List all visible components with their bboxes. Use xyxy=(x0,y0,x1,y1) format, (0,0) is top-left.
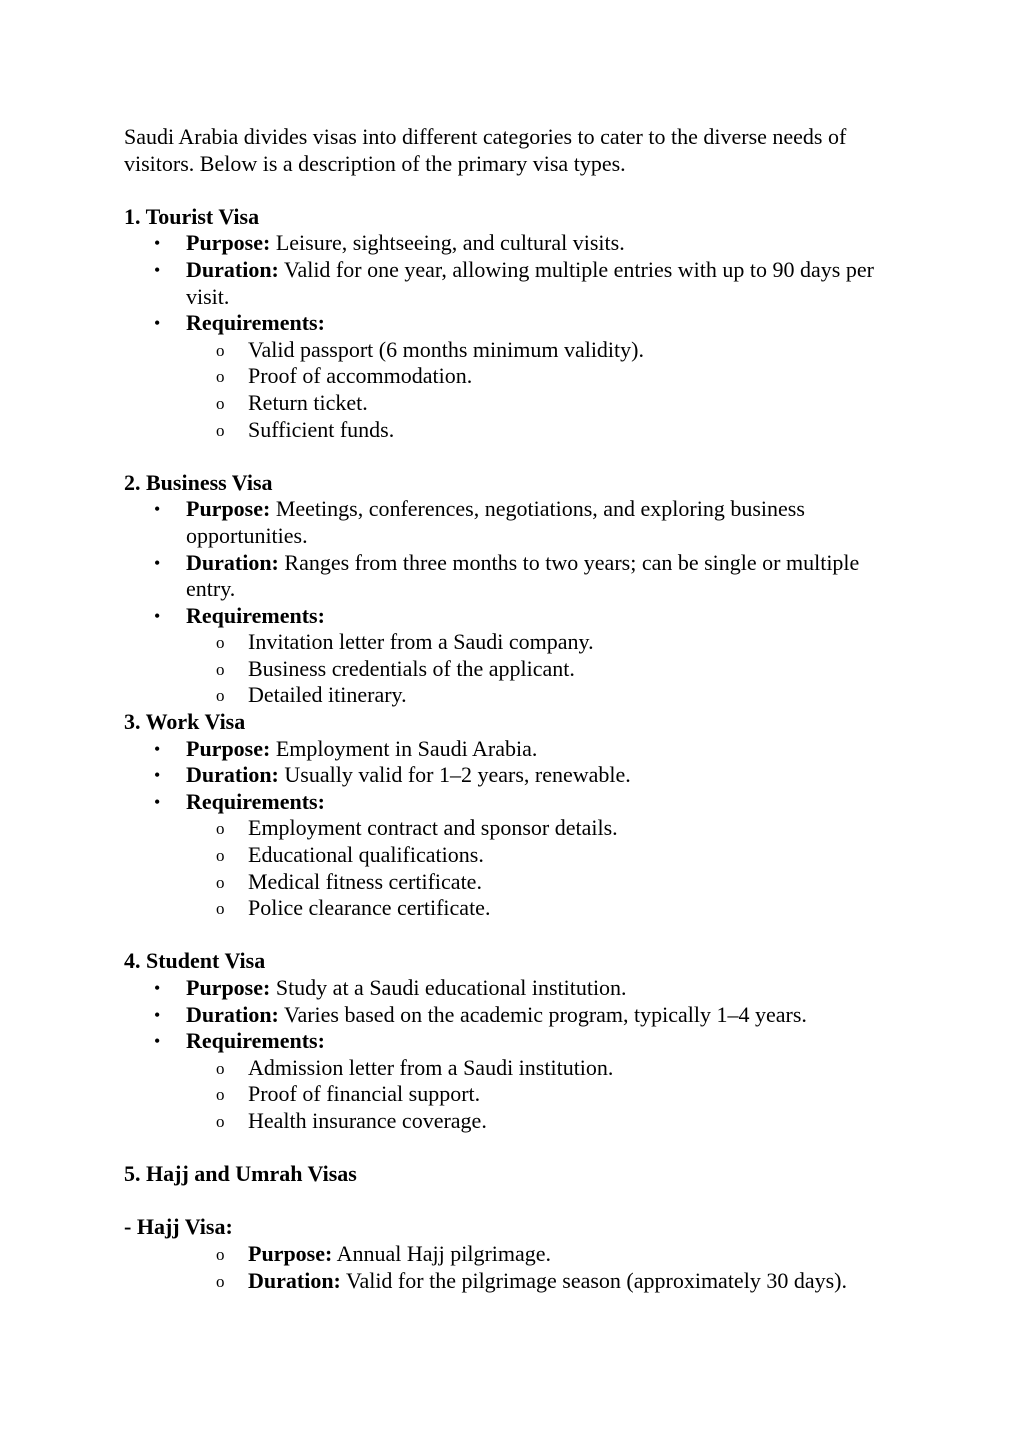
list-item: o Admission letter from a Saudi institution. xyxy=(124,1055,894,1082)
duration-text: Usually valid for 1–2 years, renewable. xyxy=(278,762,631,788)
section-heading-hajj-umrah: 5. Hajj and Umrah Visas xyxy=(124,1161,357,1187)
section-heading-work: 3. Work Visa xyxy=(124,709,246,735)
student-details-list xyxy=(124,975,894,1055)
hajj-details-list xyxy=(124,1241,894,1294)
duration-label: Duration: xyxy=(186,256,279,282)
purpose-text: Annual Hajj pilgrimage. xyxy=(332,1240,552,1266)
work-requirements-list xyxy=(124,815,894,921)
list-item xyxy=(124,736,894,763)
purpose-label: Purpose: xyxy=(186,975,271,1000)
section-heading-business: 2. Business Visa xyxy=(124,469,273,495)
list-item xyxy=(124,1241,894,1268)
section-heading-tourist: 1. Tourist Visa xyxy=(124,203,260,229)
purpose-text: Employment in Saudi Arabia. xyxy=(270,735,538,761)
list-item: o Medical fitness certificate. xyxy=(124,869,894,896)
list-item xyxy=(124,762,894,789)
tourist-requirements-list xyxy=(124,337,894,443)
duration-label: Duration: xyxy=(186,762,279,788)
purpose-text: Leisure, sightseeing, and cultural visits. xyxy=(270,230,625,256)
business-details-list xyxy=(124,496,894,629)
duration-text: Ranges from three months to two years; can be single or multiple entry. xyxy=(186,549,860,602)
list-item: o Invitation letter from a Saudi company. xyxy=(124,629,894,656)
spacer xyxy=(124,922,894,949)
work-details-list xyxy=(124,736,894,816)
document-content xyxy=(124,124,894,1294)
duration-label: Duration: xyxy=(186,549,279,575)
spacer xyxy=(124,443,894,470)
subheading-hajj-visa: - Hajj Visa: xyxy=(124,1214,233,1240)
list-item xyxy=(124,975,894,1002)
list-item: o Educational qualifications. xyxy=(124,842,894,869)
purpose-label: Purpose: xyxy=(186,735,271,761)
purpose-label: Purpose: xyxy=(248,1240,333,1266)
list-item: o Business credentials of the applicant. xyxy=(124,656,894,683)
duration-text: Valid for the pilgrimage season (approximately 30 days). xyxy=(340,1267,847,1293)
list-item xyxy=(124,603,894,630)
list-item xyxy=(124,1002,894,1029)
student-requirements-list xyxy=(124,1055,894,1135)
duration-text: Varies based on the academic program, typically 1–4 years. xyxy=(278,1001,807,1027)
duration-label: Duration: xyxy=(186,1001,279,1027)
list-item: o Employment contract and sponsor details. xyxy=(124,815,894,842)
list-item xyxy=(124,550,894,603)
list-item xyxy=(124,310,894,337)
spacer xyxy=(124,1188,894,1215)
list-item: o Sufficient funds. xyxy=(124,417,894,444)
list-item: o Health insurance coverage. xyxy=(124,1108,894,1135)
purpose-label: Purpose: xyxy=(186,230,271,256)
business-requirements-list xyxy=(124,629,894,709)
list-item: o Police clearance certificate. xyxy=(124,895,894,922)
duration-label: Duration: xyxy=(248,1267,341,1293)
tourist-details-list xyxy=(124,230,894,336)
purpose-label: Purpose: xyxy=(186,496,271,522)
requirements-label: Requirements: xyxy=(186,310,325,336)
list-item: o Detailed itinerary. xyxy=(124,682,894,709)
spacer xyxy=(124,1135,894,1162)
list-item xyxy=(124,1028,894,1055)
intro-paragraph: Saudi Arabia divides visas into different categories to cater to the diverse needs of visitors. Below is a description of the primary visa types. xyxy=(124,124,847,176)
list-item xyxy=(124,1268,894,1295)
requirements-label: Requirements: xyxy=(186,1028,325,1054)
requirements-label: Requirements: xyxy=(186,788,325,814)
list-item xyxy=(124,257,894,310)
duration-text: Valid for one year, allowing multiple entries with up to 90 days per visit. xyxy=(186,256,874,309)
requirements-label: Requirements: xyxy=(186,602,325,628)
list-item: o Return ticket. xyxy=(124,390,894,417)
list-item xyxy=(124,789,894,816)
list-item xyxy=(124,496,894,549)
list-item xyxy=(124,230,894,257)
list-item: o Proof of accommodation. xyxy=(124,363,894,390)
section-heading-student: 4. Student Visa xyxy=(124,948,266,974)
purpose-text: Study at a Saudi educational institution. xyxy=(270,975,627,1000)
list-item: o Valid passport (6 months minimum validity). xyxy=(124,337,894,364)
list-item: o Proof of financial support. xyxy=(124,1081,894,1108)
purpose-text: Meetings, conferences, negotiations, and exploring business opportunities. xyxy=(186,496,805,548)
